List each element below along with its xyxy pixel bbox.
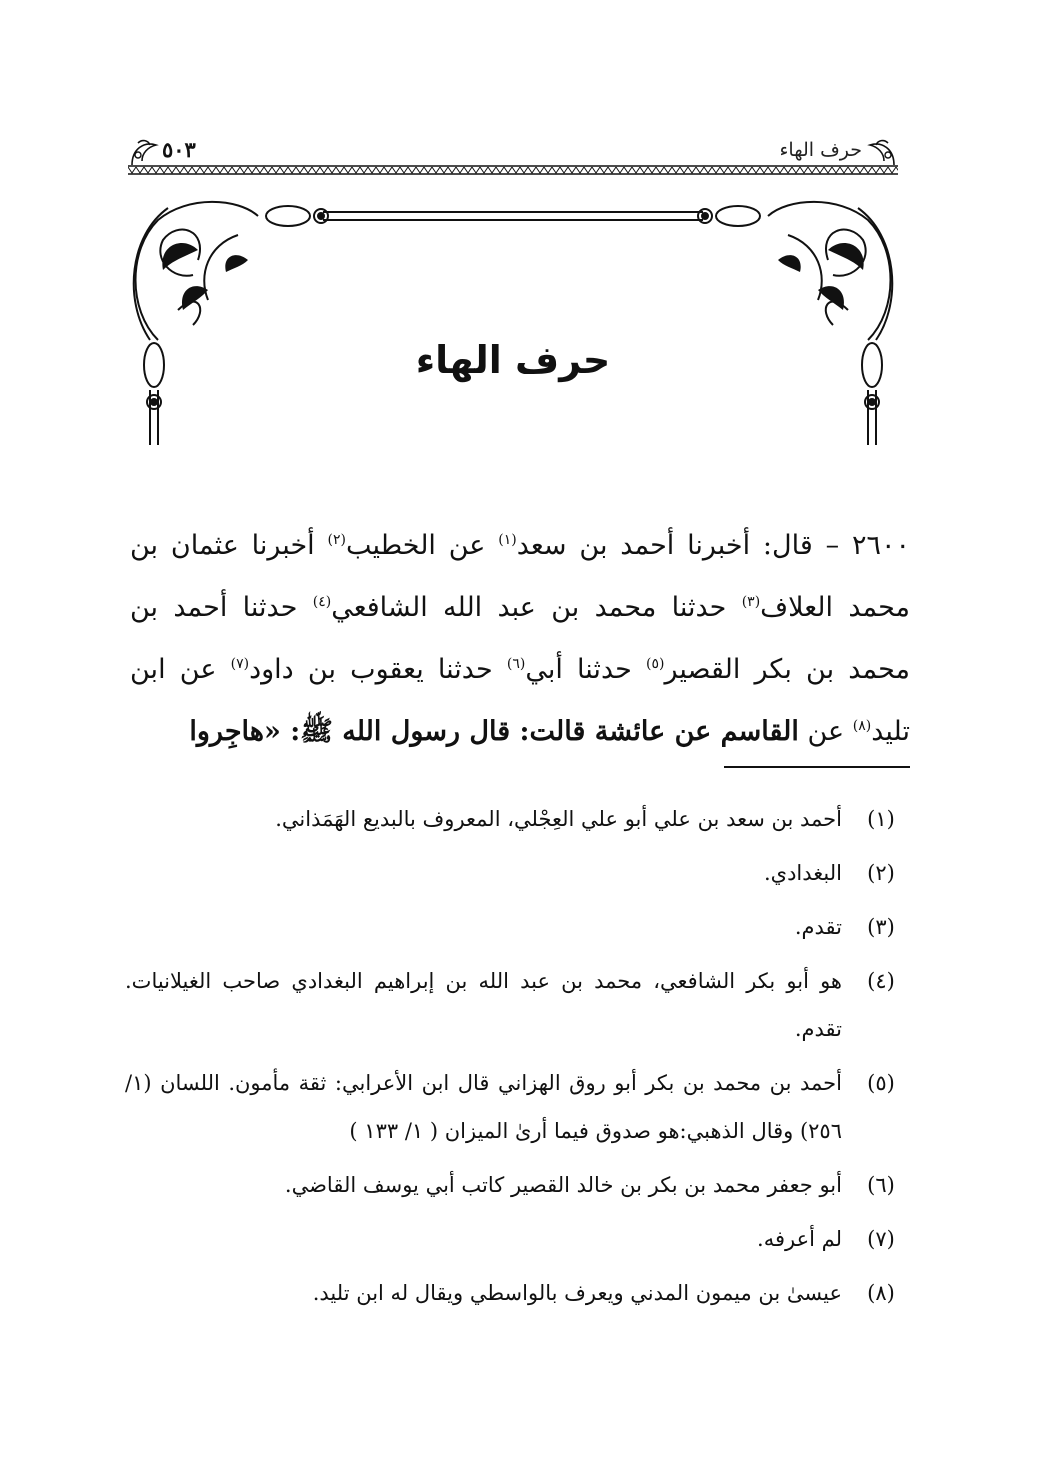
footnote-number: (٨) [867,1281,895,1305]
footnote-marker: (٥) [646,656,665,672]
page-number: ٥٠٣ [162,137,196,162]
footnote-text: لم أعرفه. [757,1227,842,1251]
footnote-number: (٤) [867,969,895,993]
footnote-text: تقدم. [794,915,842,939]
text-segment: حدثنا أحمد بن محمد بن بكر القصير [130,592,910,685]
text-segment: عن الخطيب [345,530,486,561]
footnote-text: هو أبو بكر الشافعي، محمد بن عبد الله بن إبراهيم البغدادي صاحب الغيلانيات. تقدم. [125,969,842,1041]
text-segment: عن ابن تليد [130,654,910,747]
footnote-number: (٢) [867,861,895,885]
footnote-text: عيسىٰ بن ميمون المدني ويعرف بالواسطي ويقال له ابن تليد. [312,1281,842,1305]
footnote [125,1215,910,1263]
footnote-text: أحمد بن محمد بن بكر أبو روق الهزاني قال ابن الأعرابي: ثقة مأمون. اللسان (١/ ٢٥٦) وقال الذهبي:هو صدوق فيما أرىٰ الميزان ( ١/ ١٣٣ ) [125,1071,842,1143]
footnote-marker: (٨) [852,718,872,734]
corner-flourish-icon [864,135,898,169]
hadith-matn: القاسم عن عائشة قالت: قال رسول الله ﷺ: «هاجِروا [189,716,799,747]
text-segment: عن [807,716,845,747]
footnote [125,1161,910,1209]
corner-flourish-icon [128,135,162,169]
footnote-number: (١) [867,807,895,831]
footnote-number: (٣) [867,915,895,939]
text-segment: حدثنا محمد بن عبد الله الشافعي [331,592,727,623]
chapter-title: حرف الهاء [415,338,611,382]
footnote-number: (٦) [867,1173,895,1197]
footnote-number: (٥) [867,1071,895,1095]
text-segment: أخبرنا عثمان بن محمد العلاف [130,530,910,623]
footnote [125,795,910,843]
running-header [128,135,898,175]
text-segment: حدثنا يعقوب بن داود [249,654,493,685]
chapter-frame [128,190,898,445]
ornament-border-icon [128,190,898,445]
footnote-text: البغدادي. [763,861,842,885]
footnote-number: (٧) [867,1227,895,1251]
running-title: حرف الهاء [779,139,862,161]
header-divider [128,165,898,175]
footnote [125,849,910,897]
footnote-marker: (١) [498,532,517,548]
footnote [125,1059,910,1155]
footnote-text: أبو جعفر محمد بن بكر بن خالد القصير كاتب أبي يوسف القاضي. [284,1173,842,1197]
footnote-marker: (٦) [506,656,526,672]
footnote-marker: (٢) [327,532,346,548]
text-segment: قال: أخبرنا أحمد بن سعد [516,530,813,561]
footnote-text: أحمد بن سعد بن علي أبو علي العِجْلي، المعروف بالبديع الهَمَذاني. [275,807,842,831]
footnotes [125,795,910,1323]
footnote [125,1269,910,1317]
hadith-number: ٢٦٠٠ – [825,530,910,561]
text-segment: حدثنا أبي [525,654,632,685]
footnote-separator [724,766,910,768]
hadith-text [130,515,910,763]
footnote [125,957,910,1053]
footnote-marker: (٧) [230,656,250,672]
footnote-marker: (٣) [741,594,761,610]
footnote-marker: (٤) [312,594,332,610]
footnote [125,903,910,951]
